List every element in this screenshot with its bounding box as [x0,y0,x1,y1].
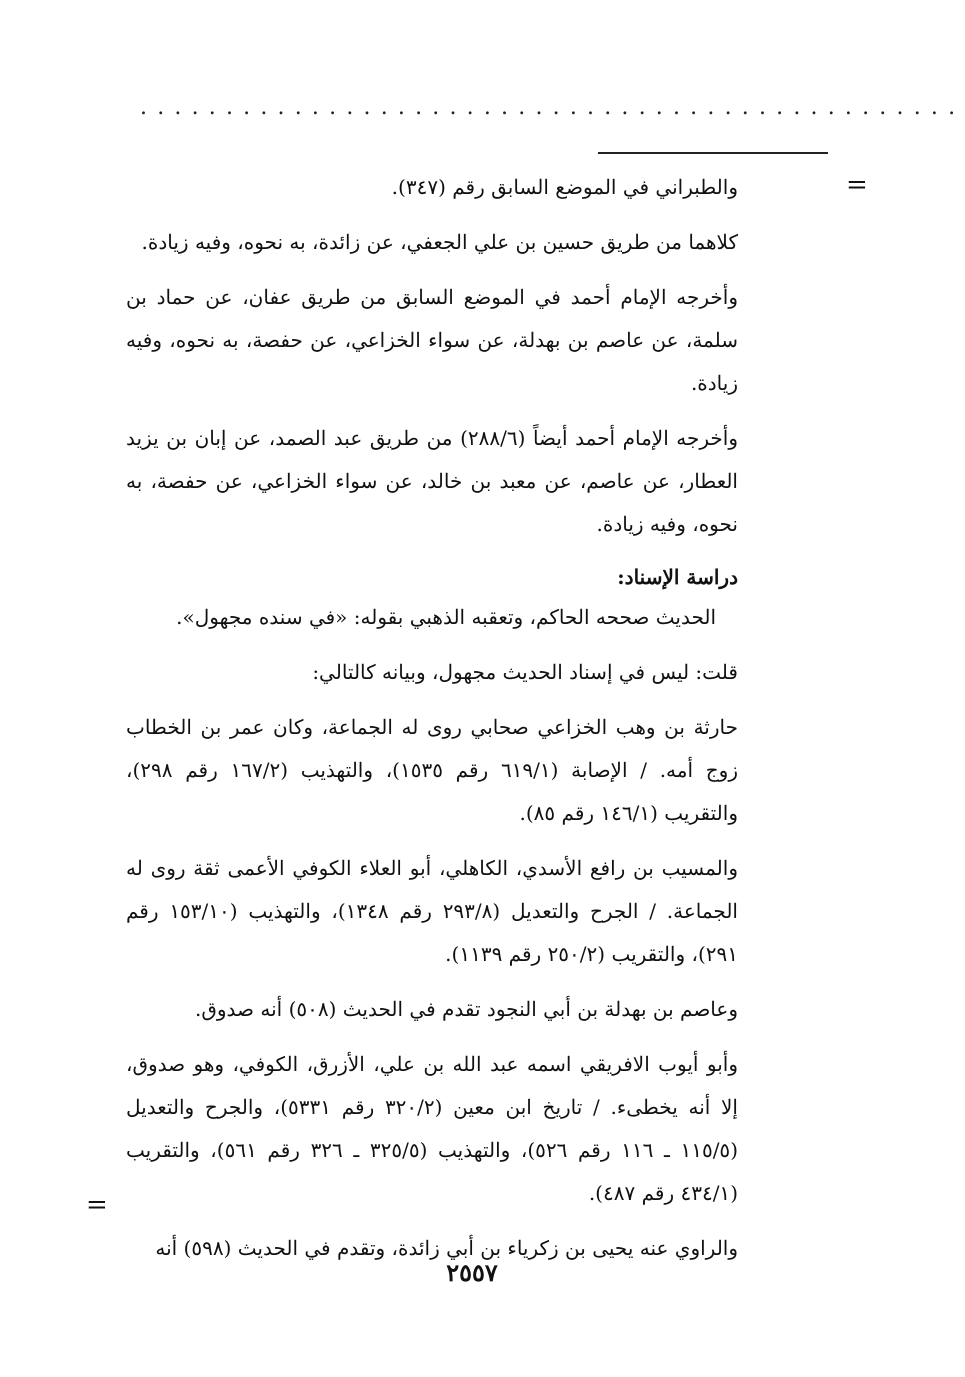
hakim-note: الحديث صححه الحاكم، وتعقبه الذهبي بقوله: «في سنده مجهول». [176,605,716,629]
paragraph: والمسيب بن رافع الأسدي، الكاهلي، أبو العلاء الكوفي الأعمى ثقة روى له الجماعة. / الجرح والتعديل (٢٩٣/٨ رقم ١٣٤٨)، والتهذيب (١٥٣/١٠ رقم ٢٩١)، والتقريب (٢٥٠/٢ رقم ١١٣٩). [126,856,738,966]
paragraph: والراوي عنه يحيى بن زكرياء بن أبي زائدة، وتقدم في الحديث (٥٩٨) أنه [155,1236,738,1260]
paragraph: حارثة بن وهب الخزاعي صحابي روى له الجماعة، وكان عمر بن الخطاب زوج أمه. / الإصابة (٦١٩/١ رقم ١٥٣٥)، والتهذيب (١٦٧/٢ رقم ٢٩٨)، والتقريب (١٤٦/١ رقم ٨٥). [126,715,738,825]
paragraph: والطبراني في الموضع السابق رقم (٣٤٧). [391,175,738,199]
footnote-body [126,166,738,1282]
paragraph: وأبو أيوب الافريقي اسمه عبد الله بن علي، الأزرق، الكوفي، وهو صدوق، إلا أنه يخطىء. / تاريخ ابن معين (٣٢٠/٢ رقم ٥٣٣١)، والجرح والتعديل (١١٥/٥ ـ ١١٦ رقم ٥٢٦)، والتهذيب (٣٢٥/٥ ـ ٣٢٦ رقم ٥٦١)، والتقريب (٤٣٤/١ رقم ٤٨٧). [126,1052,738,1205]
paragraph: وأخرجه الإمام أحمد في الموضع السابق من طريق عفان، عن حماد بن سلمة، عن عاصم بن بهدلة، عن سواء الخزاعي، عن حفصة، به نحوه، وفيه زيادة. [126,285,738,395]
page-number: ٢٥٥٧ [446,1258,498,1287]
paragraph: وعاصم بن بهدلة بن أبي النجود تقدم في الحديث (٥٠٨) أنه صدوق. [195,997,738,1021]
footnote-rule [598,152,828,154]
paragraph: وأخرجه الإمام أحمد أيضاً (٢٨٨/٦) من طريق عبد الصمد، عن إبان بن يزيد العطار، عن عاصم، عن معبد بن خالد، عن سواء الخزاعي، عن حفصة، به نحوه، وفيه زيادة. [126,426,739,536]
separator-dots: ................................................ [140,95,965,120]
continuation-mark-bottom: = [86,1190,108,1220]
paragraph: كلاهما من طريق حسين بن علي الجعفي، عن زائدة، به نحوه، وفيه زيادة. [141,230,738,254]
continuation-mark-top: = [846,170,868,200]
paragraph: قلت: ليس في إسناد الحديث مجهول، وبيانه كالتالي: [312,660,738,684]
section-heading: دراسة الإسناد: [617,565,738,589]
